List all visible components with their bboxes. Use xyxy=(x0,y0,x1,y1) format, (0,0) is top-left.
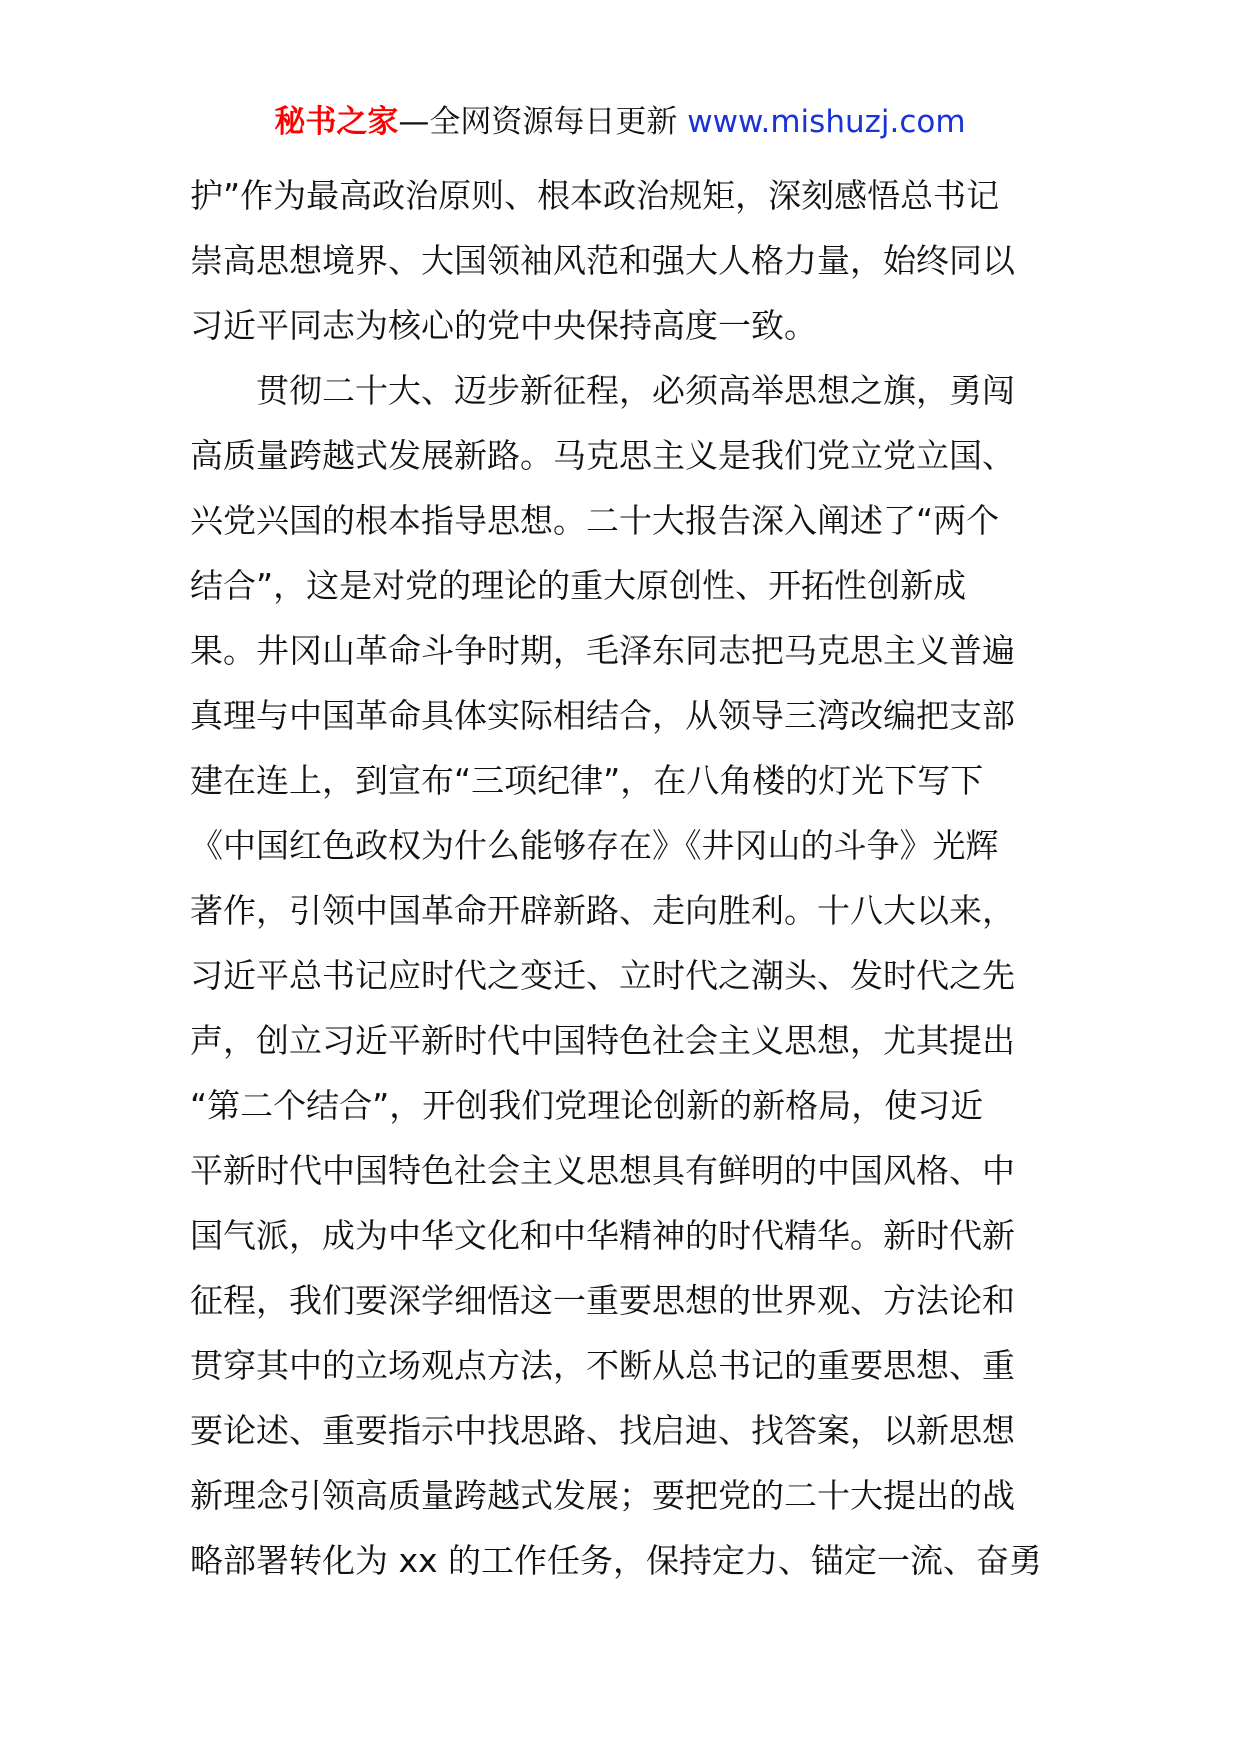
text-line: 崇高思想境界、大国领袖风范和强大人格力量，始终同以 xyxy=(190,241,1015,280)
text-line: 护”作为最高政治原则、根本政治规矩，深刻感悟总书记 xyxy=(190,176,1000,215)
site-url[interactable]: www.mishuzj.com xyxy=(687,104,966,140)
document-body xyxy=(190,163,1070,1593)
text-line: 著作，引领中国革命开辟新路、走向胜利。十八大以来， xyxy=(190,891,1015,930)
text-line: 略部署转化为 xx 的工作任务，保持定力、锚定一流、奋勇 xyxy=(190,1541,1043,1580)
text-line: 结合”，这是对党的理论的重大原创性、开拓性创新成 xyxy=(190,566,967,605)
paragraph-start-line: 贯彻二十大、迈步新征程，必须高举思想之旗，勇闯 xyxy=(256,371,1015,410)
text-line: 兴党兴国的根本指导思想。二十大报告深入阐述了“两个 xyxy=(190,501,1000,540)
text-line: 平新时代中国特色社会主义思想具有鲜明的中国风格、中 xyxy=(190,1151,1015,1190)
text-line: 要论述、重要指示中找思路、找启迪、找答案，以新思想 xyxy=(190,1411,1015,1450)
text-line: 真理与中国革命具体实际相结合，从领导三湾改编把支部 xyxy=(190,696,1015,735)
text-line: 《中国红色政权为什么能够存在》《井冈山的斗争》光辉 xyxy=(190,826,999,865)
text-line: 国气派，成为中华文化和中华精神的时代精华。新时代新 xyxy=(190,1216,1015,1255)
text-line: 贯穿其中的立场观点方法，不断从总书记的重要思想、重 xyxy=(190,1346,1015,1385)
text-line: 征程，我们要深学细悟这一重要思想的世界观、方法论和 xyxy=(190,1281,1015,1320)
text-line: 习近平总书记应时代之变迁、立时代之潮头、发时代之先 xyxy=(190,956,1015,995)
header-slogan: —全网资源每日更新 xyxy=(398,104,678,140)
text-line: 新理念引领高质量跨越式发展；要把党的二十大提出的战 xyxy=(190,1476,1015,1515)
text-line: 高质量跨越式发展新路。马克思主义是我们党立党立国、 xyxy=(190,436,1015,475)
text-line: 建在连上，到宣布“三项纪律”，在八角楼的灯光下写下 xyxy=(190,761,984,800)
brand-name: 秘书之家 xyxy=(274,104,399,140)
text-line: 果。井冈山革命斗争时期，毛泽东同志把马克思主义普遍 xyxy=(190,631,1015,670)
text-line: “第二个结合”，开创我们党理论创新的新格局，使习近 xyxy=(190,1086,984,1125)
text-line: 声，创立习近平新时代中国特色社会主义思想，尤其提出 xyxy=(190,1021,1015,1060)
text-line: 习近平同志为核心的党中央保持高度一致。 xyxy=(190,306,817,345)
page-header xyxy=(0,100,1240,144)
